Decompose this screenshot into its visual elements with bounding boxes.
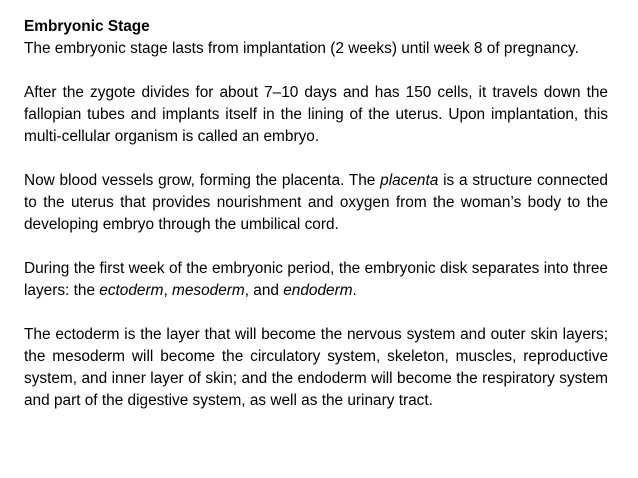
term-placenta: placenta: [380, 172, 439, 189]
paragraph-gap: [24, 236, 608, 258]
term-endoderm: endoderm: [283, 282, 353, 299]
term-mesoderm: mesoderm: [172, 282, 245, 299]
text-span: During the first week of the embryonic period, the embryonic disk separates into three layers: the: [24, 260, 608, 299]
paragraph-placenta: [24, 170, 608, 236]
text-span: .: [352, 282, 357, 299]
paragraph-germ-layers: The ectoderm is the layer that will become the nervous system and outer skin layers; the mesoderm will become the circulatory system, skeleton, muscles, reproductive system, and inner layer of skin; and the endoderm will become the respiratory system and part of the digestive system, as well as the urinary tract.: [24, 326, 608, 409]
paragraph-gap: [24, 148, 608, 170]
text-span: Now blood vessels grow, forming the placenta. The: [24, 172, 381, 189]
paragraph-layers: [24, 258, 608, 302]
text-span: , and: [244, 282, 284, 299]
paragraph-gap: [24, 302, 608, 324]
paragraph-intro: The embryonic stage lasts from implantation (2 weeks) until week 8 of pregnancy.: [24, 40, 579, 57]
slide-content: [24, 16, 608, 412]
slide-title: Embryonic Stage: [24, 18, 150, 35]
paragraph-implantation: After the zygote divides for about 7–10 days and has 150 cells, it travels down the fallopian tubes and implants itself in the lining of the uterus. Upon implantation, this multi-cellular organism is called an embryo.: [24, 84, 608, 145]
text-span: ,: [163, 282, 172, 299]
term-ectoderm: ectoderm: [99, 282, 164, 299]
paragraph-gap: [24, 60, 608, 82]
text-span: is a structure connected to the uterus that provides nourishment and oxygen from the woman’s body to the developing embryo through the umbilical cord.: [24, 172, 608, 233]
